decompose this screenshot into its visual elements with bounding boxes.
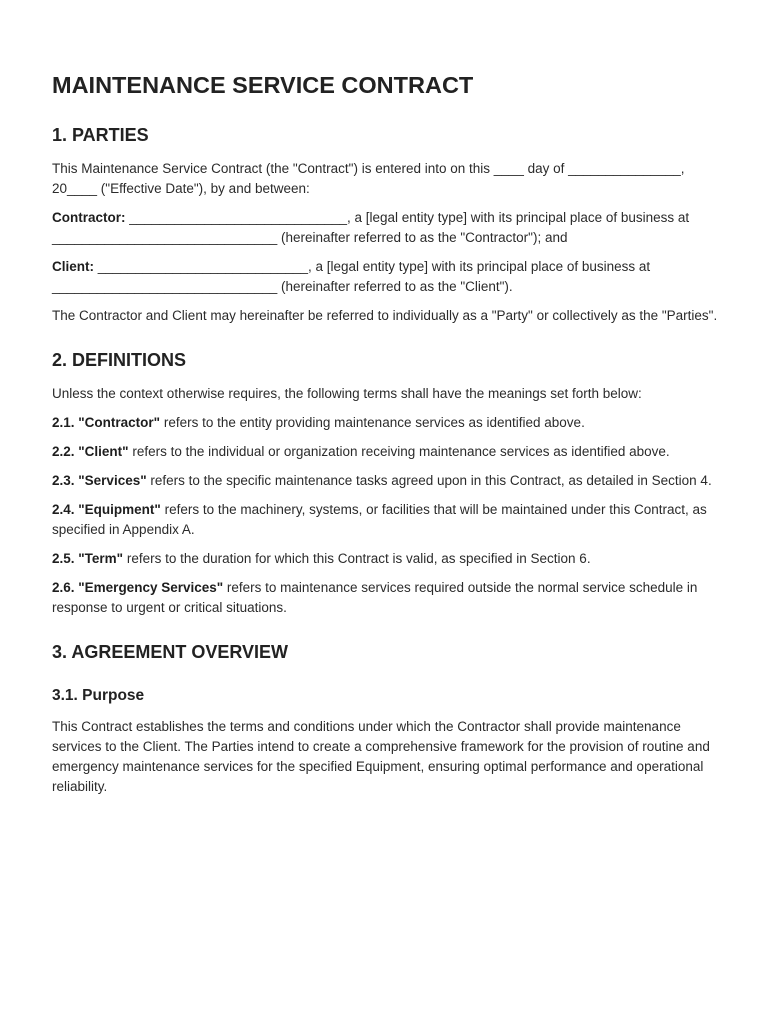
definition-term: 2.6. "Emergency Services" (52, 580, 224, 595)
contractor-paragraph (52, 208, 718, 248)
contractor-label: Contractor: (52, 210, 126, 225)
definition-term: 2.5. "Term" (52, 551, 124, 566)
definition-item (52, 500, 718, 540)
section-heading-definitions: 2. DEFINITIONS (52, 350, 187, 370)
client-label: Client: (52, 259, 94, 274)
parties-intro: This Maintenance Service Contract (the "Contract") is entered into on this ____ day of _______________, 20____ ("Effective Date"), by and between: (52, 161, 685, 196)
definition-text: refers to the specific maintenance tasks agreed upon in this Contract, as detailed in Section 4. (146, 473, 712, 488)
definition-item (52, 578, 718, 618)
definition-term: 2.2. "Client" (52, 444, 129, 459)
definition-text: refers to the individual or organization receiving maintenance services as identified above. (128, 444, 670, 459)
subsection-heading-purpose: 3.1. Purpose (52, 687, 145, 704)
contractor-text: _____________________________, a [legal entity type] with its principal place of business at ______________________________ (hereinafter referred to as the "Contractor"); and (52, 210, 690, 245)
parties-closing: The Contractor and Client may hereinafter be referred to individually as a "Party" or collectively as the "Parties". (52, 308, 718, 323)
client-paragraph (52, 257, 718, 297)
document-title: MAINTENANCE SERVICE CONTRACT (52, 72, 474, 98)
client-text: ____________________________, a [legal entity type] with its principal place of business at ______________________________ (hereinafter referred to as the "Client"). (52, 259, 651, 294)
definition-item (52, 471, 718, 491)
section-heading-agreement-overview: 3. AGREEMENT OVERVIEW (52, 642, 289, 662)
definition-term: 2.4. "Equipment" (52, 502, 161, 517)
definitions-intro: Unless the context otherwise requires, the following terms shall have the meanings set forth below: (52, 386, 642, 401)
definition-term: 2.1. "Contractor" (52, 415, 161, 430)
definition-text: refers to the entity providing maintenance services as identified above. (160, 415, 585, 430)
purpose-paragraph: This Contract establishes the terms and conditions under which the Contractor shall provide maintenance services to the Client. The Parties intend to create a comprehensive framework for the provision of routine and emergency maintenance services for the specified Equipment, ensuring optimal performance and operational reliability. (52, 719, 710, 794)
definition-item (52, 442, 718, 462)
definition-text: refers to the duration for which this Contract is valid, as specified in Section 6. (123, 551, 591, 566)
definition-item (52, 549, 718, 569)
definition-text: refers to maintenance services required outside the normal service schedule in response to urgent or critical situations. (52, 580, 698, 615)
section-heading-parties: 1. PARTIES (52, 125, 149, 145)
definition-term: 2.3. "Services" (52, 473, 147, 488)
definition-text: refers to the machinery, systems, or facilities that will be maintained under this Contract, as specified in Appendix A. (52, 502, 707, 537)
definition-item (52, 413, 718, 433)
